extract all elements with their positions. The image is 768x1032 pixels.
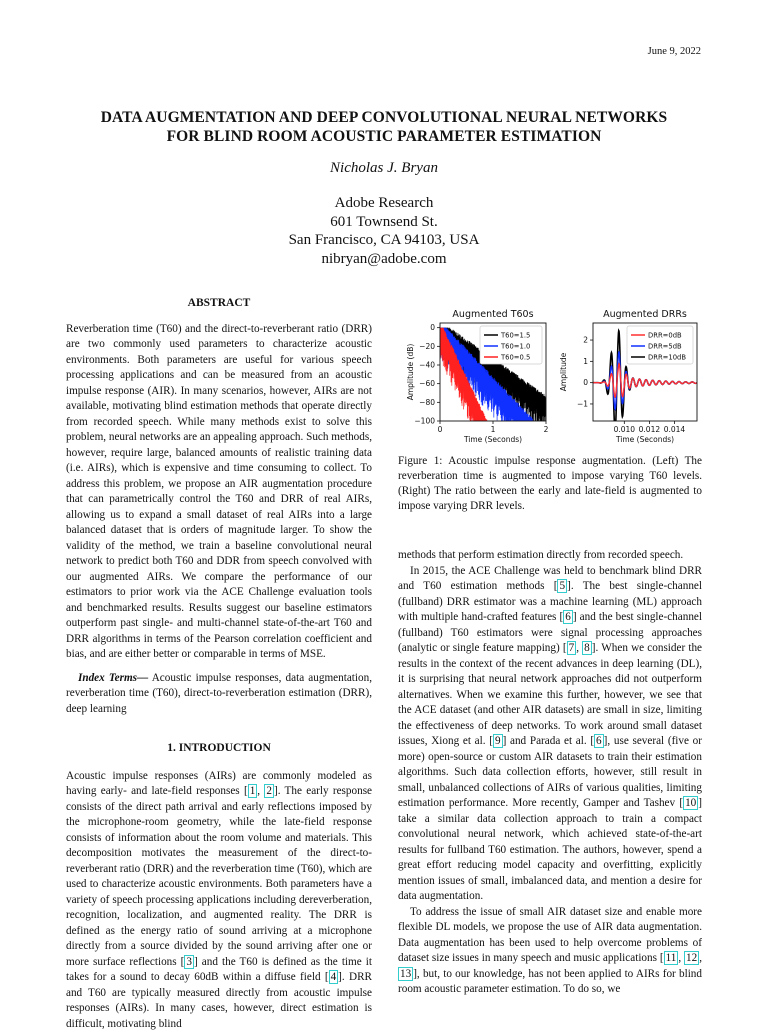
legend-label: T60=1.5	[500, 332, 530, 340]
index-terms	[66, 671, 372, 718]
right-paragraph-2: To address the issue of small AIR dataset size and enable more flexible DL models, we propose the use of AIR data augmentation. Data augmentation has been used to help overcome problems of dataset size issues in many speech and music applications [ 11 , 12 , 13 ], but, to our knowledge, has not been applied to AIRs for blind room acoustic parameter estimation. To do so, we	[398, 905, 702, 998]
citation-link[interactable]: 6	[594, 734, 604, 748]
x-tick-label: 0	[438, 425, 443, 434]
intro-text-e: . DRR and T60 are typically measured directly from acoustic impulse responses (AIRs). In many cases, however, direct estimation is difficult, motivating blind	[66, 971, 372, 1030]
rp1-text-g: take a similar data collection approach to train a compact convolutional neural network, which achieved state-of-the-art results for fullband T60 estimation. The authors, however, spend a great effort reducing model capacity and overfitting, explicitly mention issues of small, imbalanced data, and mention a desire for data augmentation.	[398, 813, 702, 903]
affiliation-city: San Francisco, CA 94103, USA	[0, 231, 768, 250]
x-tick-label: 1	[491, 425, 496, 434]
citation-link[interactable]: 10	[683, 796, 698, 810]
rp1-text-c: and the best single-channel (fullband) T60 estimators were signal processing approaches (analytic or single feature mapping)	[398, 611, 702, 654]
right-paragraph-1: In 2015, the ACE Challenge was held to benchmark blind DRR and T60 estimation methods [ 5 ]. The best single-channel (fullband) DRR estimator was a machine learning (ML) approach with multiple hand-crafted features [ 6 ] and the best single-channel (fullband) T60 estimators were signal processing approaches (analytic or single feature mapping) [ 7 , 8 ]. When we consider the results in the context of the recent advances in deep learning (DL), it is surprising that neural network approaches did not outperform alternatives. When we examine this further, however, we see that the ACE dataset (and other AIR datasets) are small in size, limiting the effectiveness of deep networks. To work around small dataset issues, Xiong et al. [ 9 ] and Parada et al. [ 6 ], use several (five or more) open-source or custom AIR datasets to train their estimation algorithms. Such data collection efforts, however, still result in small, unbalanced collections of AIRs of various qualities, limiting estimation performance. More recently, Gamper and Tashev [ 10 ] take a similar data collection approach to train a compact convolutional neural network, which achieved state-of-the-art results for fullband T60 estimation. The authors, however, spend a great effort reducing model capacity and overfitting, explicitly mention issues of small, imbalanced data, and mention a desire for data augmentation.	[398, 564, 702, 905]
right-paragraph-0: methods that perform estimation directly from recorded speech.	[398, 548, 702, 564]
rp1-text-e: and Parada et al.	[506, 735, 590, 747]
intro-paragraph: Acoustic impulse responses (AIRs) are commonly modeled as having early- and late-field responses [ 1 , 2 ]. The early response consists of the direct path arrival and early reflections imposed by the microphone-room geometry, while the late-field response consists of information about the room volume and materials. This decomposition motivates the measurement of the direct-to-reverberant ratio (DRR) and the reverberation time (T60), which are used to characterize acoustic environments. Both parameters have a variety of speech processing applications including dereverberation, recognition, localization, and augmented reality. The DRR is defined as the energy ratio of sound arriving at a microphone directly from a source divided by the sound arriving after one or more surface reflections [ 3 ] and the T60 is defined as the time it takes for a sound to decay 60dB within a diffuse field [ 4 ]. DRR and T60 are typically measured directly from acoustic impulse responses (AIRs). In many cases, however, direct estimation is difficult, motivating blind	[66, 769, 372, 1032]
author: Nicholas J. Bryan	[0, 160, 768, 177]
x-tick-label: 0.010	[614, 425, 636, 434]
citation-link[interactable]: 11	[664, 951, 679, 965]
paper-title	[0, 108, 768, 146]
rp1-text-a: In 2015, the ACE Challenge was held to benchmark blind DRR and T60 estimation methods	[398, 565, 702, 593]
legend-label: T60=0.5	[500, 354, 530, 362]
affiliation	[0, 194, 768, 268]
affiliation-org: Adobe Research	[0, 194, 768, 213]
affiliation-street: 601 Townsend St.	[0, 213, 768, 232]
citation-link[interactable]: 4	[329, 970, 339, 984]
y-tick-label: −80	[419, 398, 435, 407]
rp1-text-b: . The best single-channel (fullband) DRR estimator was a machine learning (ML) approach with multiple hand-crafted features	[398, 580, 702, 623]
rp2-text-a: To address the issue of small AIR dataset size and enable more flexible DL models, we propose the use of AIR data augmentation. Data augmentation has been used to help overcome problems of dataset size issues in many speech and music applications	[398, 906, 702, 965]
intro-text-d: and the T60 is defined as the time it takes for a sound to decay 60dB within a diffuse field	[66, 956, 372, 984]
rp1-text-f: , use several (five or more) open-source or custom AIR datasets to train their estimation algorithms. Such data collection efforts, however, still result in small, unbalanced collections of AIRs of various qualities, limiting estimation performance. More recently, Gamper and Tashev	[398, 735, 702, 809]
citation-link[interactable]: 5	[557, 579, 567, 593]
legend	[480, 326, 542, 364]
citation-link[interactable]: 9	[493, 734, 503, 748]
intro-text-a: Acoustic impulse responses (AIRs) are commonly modeled as having early- and late-field responses	[66, 770, 372, 798]
abstract-text: Reverberation time (T60) and the direct-to-reverberant ratio (DRR) are two commonly used parameters to characterize acoustic environments. Both parameters are useful for various speech processing applications and can be measured from an acoustic impulse response (AIR). In many scenarios, however, AIRs are not available, motivating blind estimation methods that operate directly from recorded speech. While many methods exist to solve this problem, neural networks are an appealing approach. Such methods, however, require large, balanced amounts of realistic training data (i.e. AIRs), which is expensive and time consuming to collect. To address this problem, we propose an AIR augmentation procedure that can parametrically control the T60 and DRR of real AIRs, allowing us to expand a small dataset of real AIRs into a large balanced dataset that is orders of magnitude larger. To show the validity of the method, we train a baseline convolutional neural network to predict both T60 and DDR from speech convolved with our augmented AIRs. We compare the performance of our estimators to prior work via the ACE Challenge evaluation tools and benchmarked results. Results suggest our baseline estimators outperform past single- and multi-channel state-of-the-art T60 and DRR algorithms in terms of the Pearson correlation coefficient and bias, and are either better or comparable in terms of MSE.	[66, 322, 372, 663]
x-tick-label: 0.014	[664, 425, 686, 434]
chart-title: Augmented T60s	[452, 309, 533, 320]
legend-label: DRR=0dB	[648, 332, 682, 340]
legend-label: DRR=5dB	[648, 343, 682, 351]
legend	[627, 326, 693, 364]
x-tick-label: 2	[544, 425, 549, 434]
y-tick-label: −60	[419, 379, 435, 388]
citation-link[interactable]: 8	[582, 641, 592, 655]
abstract-heading: ABSTRACT	[66, 296, 372, 312]
y-tick-label: −1	[577, 399, 588, 408]
index-terms-label: Index Terms—	[78, 672, 148, 684]
title-line-1: DATA AUGMENTATION AND DEEP CONVOLUTIONAL NEURAL NETWORKS	[0, 108, 768, 127]
index-terms-text: Acoustic impulse responses, data augmentation, reverberation time (T60), direct-to-reverberation estimation (DRR), deep learning	[66, 672, 372, 715]
citation-link[interactable]: 7	[567, 641, 577, 655]
y-tick-label: 2	[583, 336, 588, 345]
affiliation-email: nibryan@adobe.com	[0, 250, 768, 269]
citation-link[interactable]: 3	[184, 955, 194, 969]
title-line-2: FOR BLIND ROOM ACOUSTIC PARAMETER ESTIMATION	[0, 127, 768, 146]
y-tick-label: −100	[414, 417, 435, 426]
y-tick-label: 1	[583, 357, 588, 366]
right-column	[398, 454, 702, 998]
citation-link[interactable]: 13	[398, 967, 413, 981]
legend-label: DRR=10dB	[648, 354, 686, 362]
intro-text-b: . The early response consists of the direct path arrival and early reflections imposed by the microphone-room geometry, while the late-field response consists of information about the room volume and materials. This decomposition motivates the measurement of the direct-to-reverberant ratio (DRR) and the reverberation time (T60), which are used to characterize acoustic environments. Both parameters have a variety of speech processing applications including dereverberation, recognition, localization, and augmented reality. The DRR is defined as the energy ratio of sound arriving at a microphone directly from a source divided by the sound arriving after one or more surface reflections	[66, 785, 372, 968]
figure-caption: Figure 1: Acoustic impulse response augmentation. (Left) The reverberation time is augmented to impose varying T60 levels. (Right) The ratio between the early and late-field is augmented to impose varying DRR levels.	[398, 454, 702, 514]
citation-link[interactable]: 6	[563, 610, 573, 624]
date: June 9, 2022	[648, 46, 701, 57]
chart-title: Augmented DRRs	[603, 309, 687, 320]
intro-heading: 1. INTRODUCTION	[66, 741, 372, 757]
rp2-text-b: , but, to our knowledge, has not been applied to AIRs for blind room acoustic parameter estimation. To do so, we	[398, 968, 702, 996]
x-axis-label: Time (Seconds)	[463, 435, 522, 444]
legend-label: T60=1.0	[500, 343, 530, 351]
y-axis-label: Amplitude (dB)	[406, 344, 415, 401]
citation-link[interactable]: 2	[264, 784, 274, 798]
chart-augmented-drrs	[559, 309, 697, 444]
y-tick-label: 0	[430, 323, 435, 332]
x-tick-label: 0.012	[639, 425, 661, 434]
rp1-text-d: . When we consider the results in the context of the recent advances in deep learning (DL), it is surprising that neural network approaches did not outperform alternatives. When we examine this further, however, we see that the ACE dataset (and other AIR datasets) are small in size, limiting the effectiveness of deep networks. To work around small dataset issues, Xiong et al.	[398, 642, 702, 747]
x-axis-label: Time (Seconds)	[615, 435, 674, 444]
citation-link[interactable]: 1	[248, 784, 258, 798]
figure-1	[396, 296, 706, 448]
left-column	[66, 296, 372, 1032]
y-tick-label: 0	[583, 378, 588, 387]
y-axis-label: Amplitude	[559, 352, 568, 391]
y-tick-label: −20	[419, 342, 435, 351]
citation-link[interactable]: 12	[684, 951, 699, 965]
chart-augmented-t60s	[406, 309, 549, 448]
y-tick-label: −40	[419, 361, 435, 370]
